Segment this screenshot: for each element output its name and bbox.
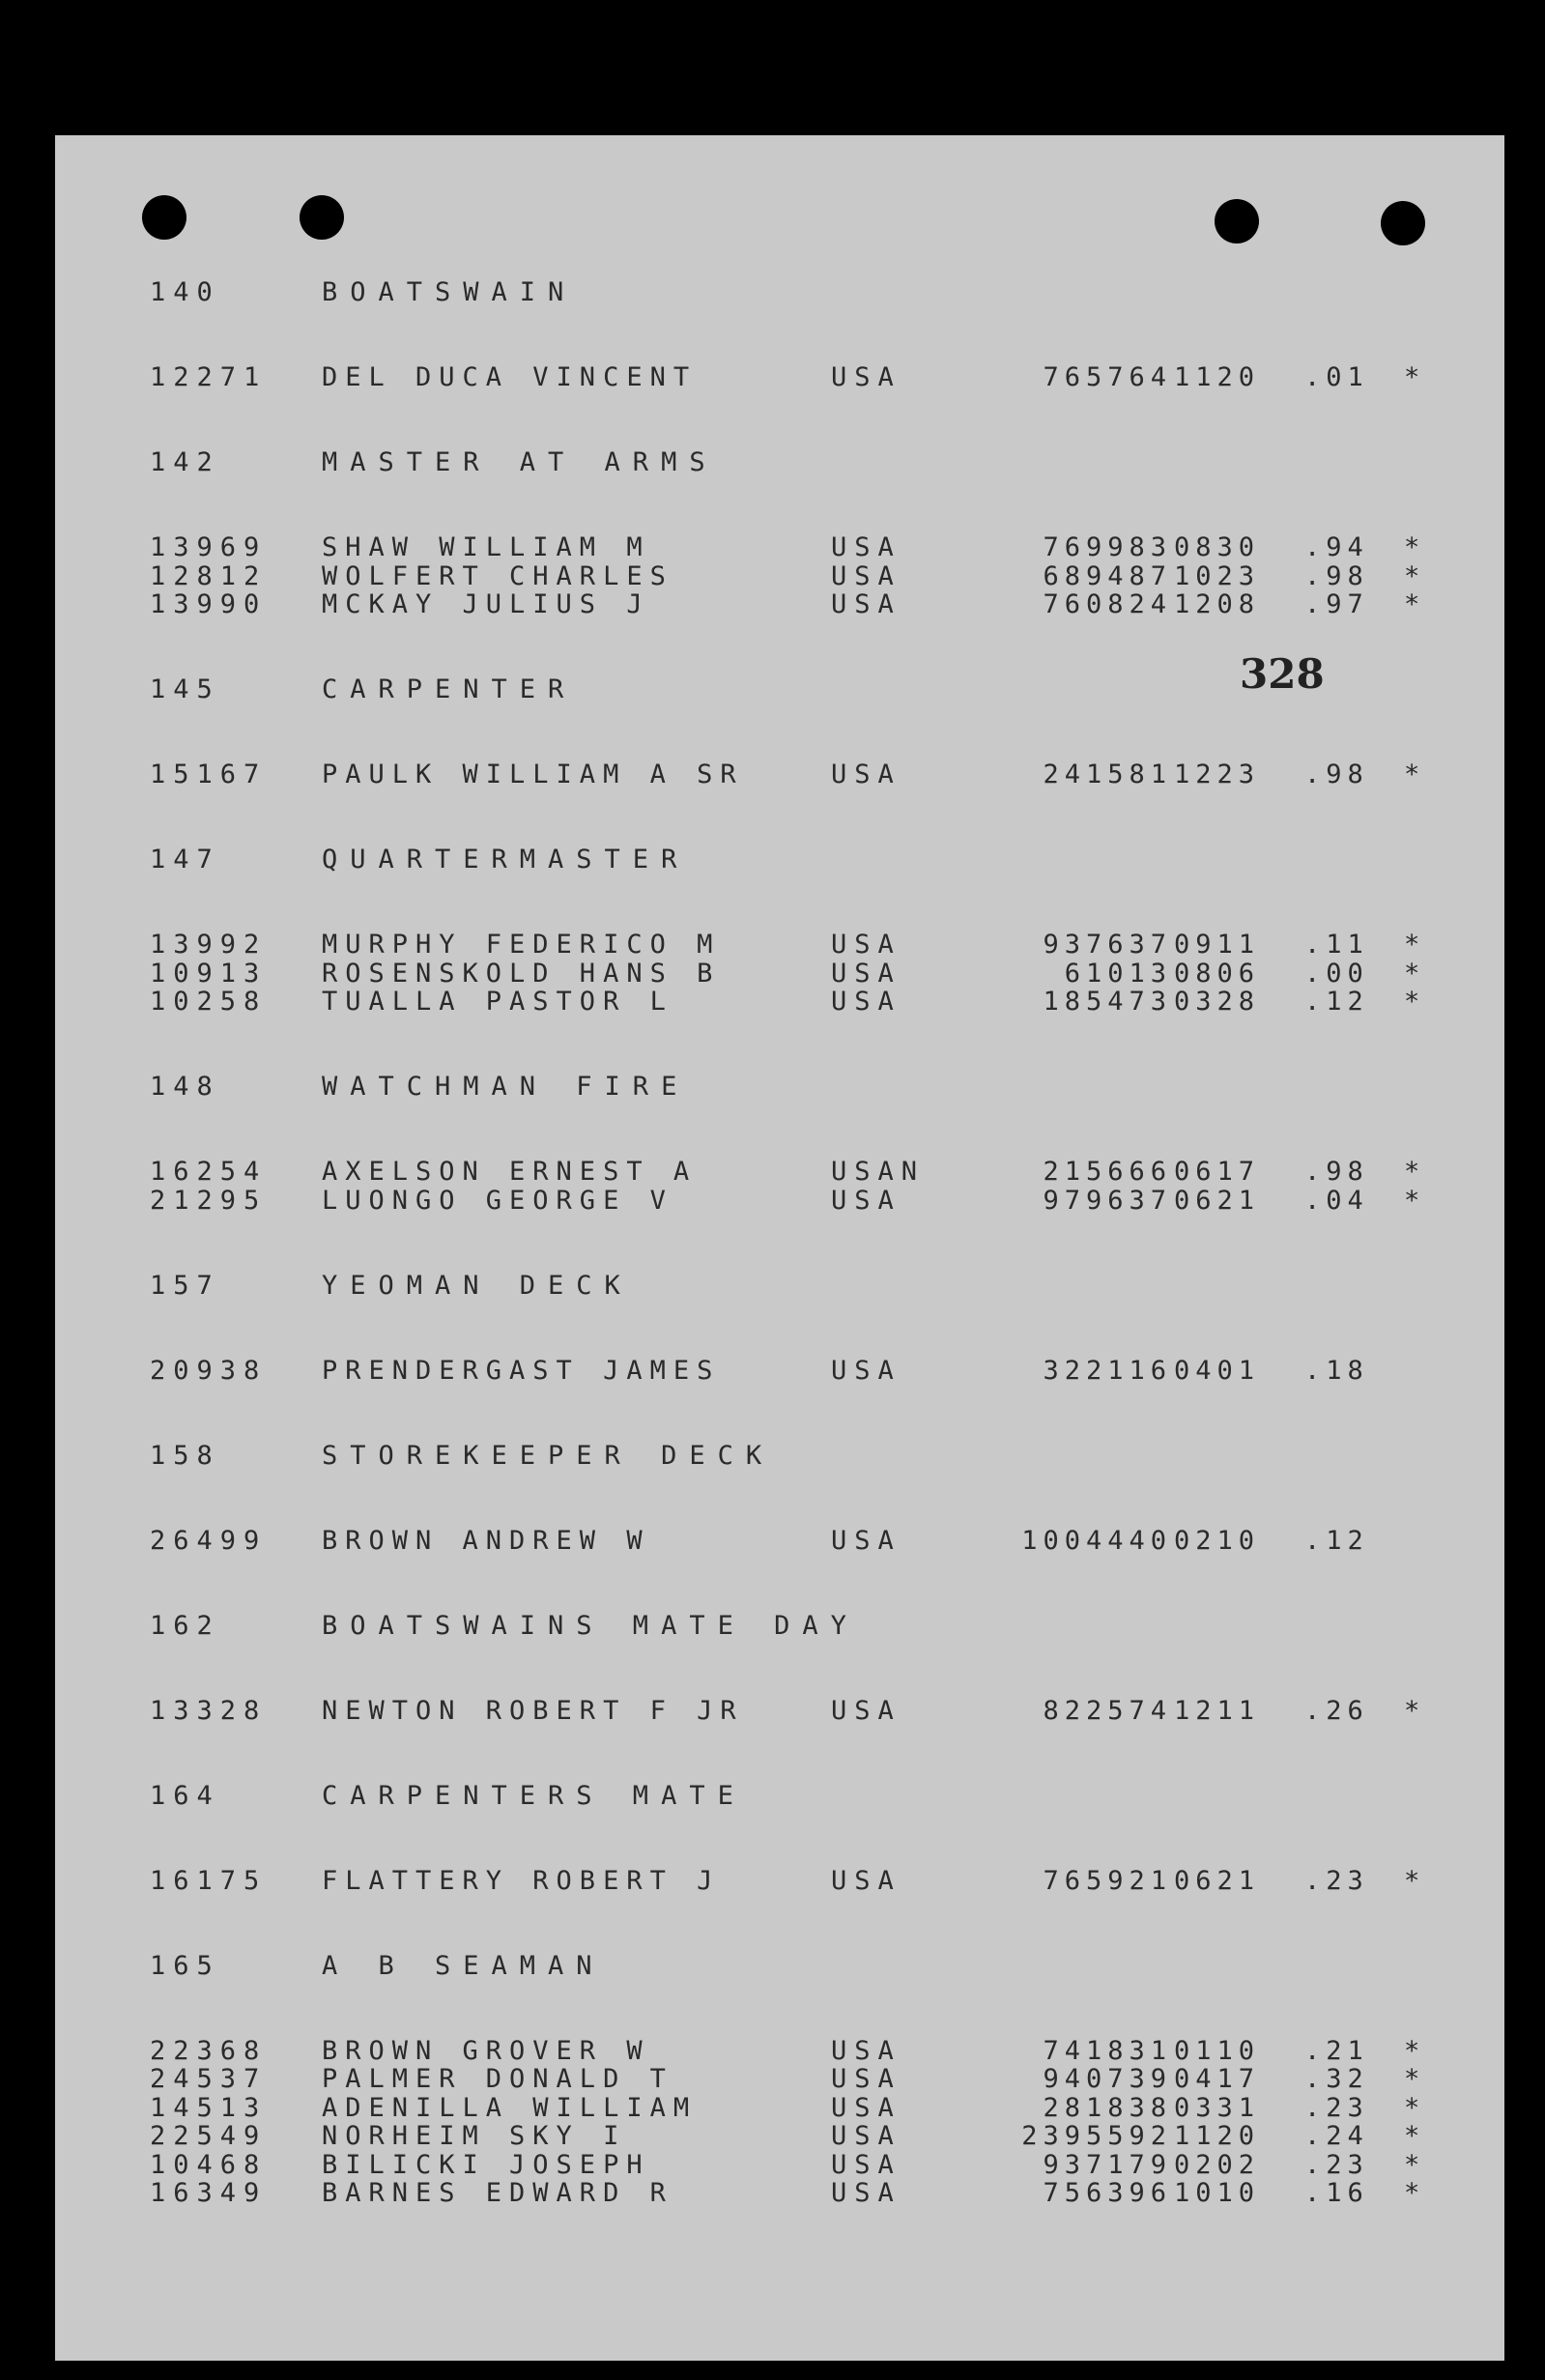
section-title: MASTER AT ARMS [322, 447, 718, 477]
crew-date: 1223 [1174, 760, 1261, 789]
crew-number: 10913 [150, 958, 268, 989]
crew-date: 1211 [1174, 1695, 1261, 1726]
section-code: 148 [150, 1072, 220, 1102]
crew-country: USA [831, 1865, 901, 1896]
crew-fraction: .26 [1304, 1695, 1369, 1726]
crew-fraction: .04 [1304, 1185, 1369, 1216]
crew-country: USA [831, 1355, 901, 1386]
crew-id: 760824 [1043, 589, 1172, 619]
crew-country: USA [831, 2064, 901, 2094]
section-title: BOATSWAINS MATE DAY [322, 1610, 859, 1641]
crew-date: 0110 [1174, 2035, 1261, 2066]
crew-name: TUALLA PASTOR L [322, 987, 673, 1017]
crew-name: LUONGO GEORGE V [322, 1185, 673, 1216]
crew-country: USA [831, 2035, 901, 2066]
crew-number: 13969 [150, 532, 268, 562]
crew-id: 1004440 [1021, 1525, 1172, 1556]
punch-hole-4 [1381, 201, 1425, 245]
crew-country: USA [831, 2121, 901, 2151]
crew-date: 1208 [1174, 589, 1261, 619]
crew-id: 937637 [1043, 930, 1172, 960]
section-code: 140 [150, 277, 220, 307]
crew-id: 215666 [1043, 1157, 1172, 1187]
crew-name: SHAW WILLIAM M [322, 532, 650, 562]
crew-mark: * [1404, 2121, 1420, 2151]
crew-name: WOLFERT CHARLES [322, 560, 673, 591]
section-code: 142 [150, 447, 220, 477]
crew-name: ADENILLA WILLIAM [322, 2092, 698, 2123]
document-page [55, 135, 1504, 2361]
section-title: CARPENTERS MATE [322, 1780, 746, 1811]
crew-mark: * [1404, 532, 1420, 562]
crew-number: 13992 [150, 930, 268, 960]
crew-id: 937179 [1043, 2149, 1172, 2180]
crew-name: BROWN GROVER W [322, 2035, 650, 2066]
crew-name: FLATTERY ROBERT J [322, 1865, 721, 1896]
section-title: YEOMAN DECK [322, 1270, 633, 1301]
crew-number: 22368 [150, 2035, 268, 2066]
crew-id: 241581 [1043, 760, 1172, 789]
crew-name: AXELSON ERNEST A [322, 1157, 698, 1187]
crew-date: 0331 [1174, 2092, 1261, 2123]
crew-country: USA [831, 1695, 901, 1726]
crew-id: 822574 [1043, 1695, 1172, 1726]
crew-mark: * [1404, 1865, 1420, 1896]
crew-fraction: .24 [1304, 2121, 1369, 2151]
crew-mark: * [1404, 930, 1420, 960]
crew-id: 689487 [1043, 560, 1172, 591]
section-title: BOATSWAIN [322, 277, 577, 307]
crew-number: 14513 [150, 2092, 268, 2123]
crew-name: NORHEIM SKY I [322, 2121, 627, 2151]
crew-number: 12271 [150, 362, 268, 392]
section-title: STOREKEEPER DECK [322, 1440, 775, 1471]
crew-name: PALMER DONALD T [322, 2064, 673, 2094]
crew-fraction: .98 [1304, 560, 1369, 591]
section-code: 158 [150, 1440, 220, 1471]
crew-number: 13328 [150, 1695, 268, 1726]
crew-name: MCKAY JULIUS J [322, 589, 650, 619]
crew-id: 765921 [1043, 1865, 1172, 1896]
crew-mark: * [1404, 1695, 1420, 1726]
section-title: A B SEAMAN [322, 1950, 605, 1981]
section-code: 162 [150, 1610, 220, 1641]
crew-country: USA [831, 2092, 901, 2123]
crew-fraction: .18 [1304, 1355, 1369, 1386]
crew-mark: * [1404, 1185, 1420, 1216]
crew-name: PAULK WILLIAM A SR [322, 760, 744, 789]
crew-mark: * [1404, 2092, 1420, 2123]
punch-hole-3 [1215, 199, 1259, 244]
crew-date: 0210 [1174, 1525, 1261, 1556]
crew-country: USA [831, 2149, 901, 2180]
crew-date: 0830 [1174, 532, 1261, 562]
section-code: 157 [150, 1270, 220, 1301]
crew-fraction: .97 [1304, 589, 1369, 619]
crew-name: BARNES EDWARD R [322, 2178, 673, 2208]
crew-name: PRENDERGAST JAMES [322, 1355, 721, 1386]
punch-hole-2 [300, 195, 344, 240]
crew-date: 0202 [1174, 2149, 1261, 2180]
crew-date: 1023 [1174, 560, 1261, 591]
crew-name: DEL DUCA VINCENT [322, 362, 698, 392]
crew-mark: * [1404, 2035, 1420, 2066]
section-title: QUARTERMASTER [322, 845, 690, 875]
crew-mark: * [1404, 987, 1420, 1017]
crew-name: MURPHY FEDERICO M [322, 930, 721, 960]
crew-country: USA [831, 930, 901, 960]
crew-id: 741831 [1043, 2035, 1172, 2066]
crew-fraction: .00 [1304, 958, 1369, 989]
crew-date: 0911 [1174, 930, 1261, 960]
crew-country: USA [831, 532, 901, 562]
crew-mark: * [1404, 560, 1420, 591]
crew-number: 16175 [150, 1865, 268, 1896]
crew-country: USA [831, 987, 901, 1017]
page-number-stamp: 328 [1240, 650, 1325, 698]
crew-mark: * [1404, 2178, 1420, 2208]
crew-id: 765764 [1043, 362, 1172, 392]
crew-number: 13990 [150, 589, 268, 619]
crew-number: 24537 [150, 2064, 268, 2094]
crew-fraction: .94 [1304, 532, 1369, 562]
crew-number: 10468 [150, 2149, 268, 2180]
crew-date: 0806 [1174, 958, 1261, 989]
crew-fraction: .98 [1304, 760, 1369, 789]
crew-id: 185473 [1043, 987, 1172, 1017]
crew-country: USA [831, 589, 901, 619]
crew-country: USA [831, 958, 901, 989]
crew-name: BILICKI JOSEPH [322, 2149, 650, 2180]
crew-fraction: .21 [1304, 2035, 1369, 2066]
crew-id: 979637 [1043, 1185, 1172, 1216]
crew-fraction: .98 [1304, 1157, 1369, 1187]
crew-fraction: .32 [1304, 2064, 1369, 2094]
crew-id: 769983 [1043, 532, 1172, 562]
crew-fraction: .23 [1304, 2092, 1369, 2123]
crew-number: 12812 [150, 560, 268, 591]
crew-mark: * [1404, 589, 1420, 619]
crew-number: 10258 [150, 987, 268, 1017]
crew-date: 0617 [1174, 1157, 1261, 1187]
crew-mark: * [1404, 2064, 1420, 2094]
crew-fraction: .11 [1304, 930, 1369, 960]
crew-date: 0401 [1174, 1355, 1261, 1386]
crew-number: 20938 [150, 1355, 268, 1386]
crew-id: 940739 [1043, 2064, 1172, 2094]
crew-date: 0328 [1174, 987, 1261, 1017]
punch-hole-1 [142, 195, 186, 240]
crew-fraction: .16 [1304, 2178, 1369, 2208]
crew-fraction: .23 [1304, 2149, 1369, 2180]
section-code: 147 [150, 845, 220, 875]
crew-id: 322116 [1043, 1355, 1172, 1386]
crew-country: USAN [831, 1157, 926, 1187]
crew-mark: * [1404, 1157, 1420, 1187]
crew-id: 281838 [1043, 2092, 1172, 2123]
crew-country: USA [831, 1185, 901, 1216]
crew-date: 0621 [1174, 1865, 1261, 1896]
crew-mark: * [1404, 958, 1420, 989]
crew-id: 2395592 [1021, 2121, 1172, 2151]
crew-number: 16254 [150, 1157, 268, 1187]
section-code: 145 [150, 674, 220, 704]
crew-mark: * [1404, 362, 1420, 392]
crew-mark: * [1404, 760, 1420, 789]
crew-country: USA [831, 2178, 901, 2208]
crew-name: NEWTON ROBERT F JR [322, 1695, 744, 1726]
crew-number: 22549 [150, 2121, 268, 2151]
crew-fraction: .12 [1304, 987, 1369, 1017]
crew-name: BROWN ANDREW W [322, 1525, 650, 1556]
section-code: 165 [150, 1950, 220, 1981]
crew-country: USA [831, 760, 901, 789]
crew-date: 0621 [1174, 1185, 1261, 1216]
crew-date: 0417 [1174, 2064, 1261, 2094]
crew-name: ROSENSKOLD HANS B [322, 958, 721, 989]
crew-date: 1120 [1174, 362, 1261, 392]
section-code: 164 [150, 1780, 220, 1811]
crew-date: 1120 [1174, 2121, 1261, 2151]
crew-number: 15167 [150, 760, 268, 789]
crew-country: USA [831, 560, 901, 591]
crew-mark: * [1404, 2149, 1420, 2180]
section-title: CARPENTER [322, 674, 577, 704]
crew-date: 1010 [1174, 2178, 1261, 2208]
section-title: WATCHMAN FIRE [322, 1072, 690, 1102]
crew-number: 26499 [150, 1525, 268, 1556]
crew-country: USA [831, 362, 901, 392]
crew-id: 756396 [1043, 2178, 1172, 2208]
crew-fraction: .23 [1304, 1865, 1369, 1896]
crew-fraction: .12 [1304, 1525, 1369, 1556]
crew-number: 16349 [150, 2178, 268, 2208]
crew-number: 21295 [150, 1185, 268, 1216]
crew-country: USA [831, 1525, 901, 1556]
crew-fraction: .01 [1304, 362, 1369, 392]
crew-id: 61013 [1064, 958, 1172, 989]
